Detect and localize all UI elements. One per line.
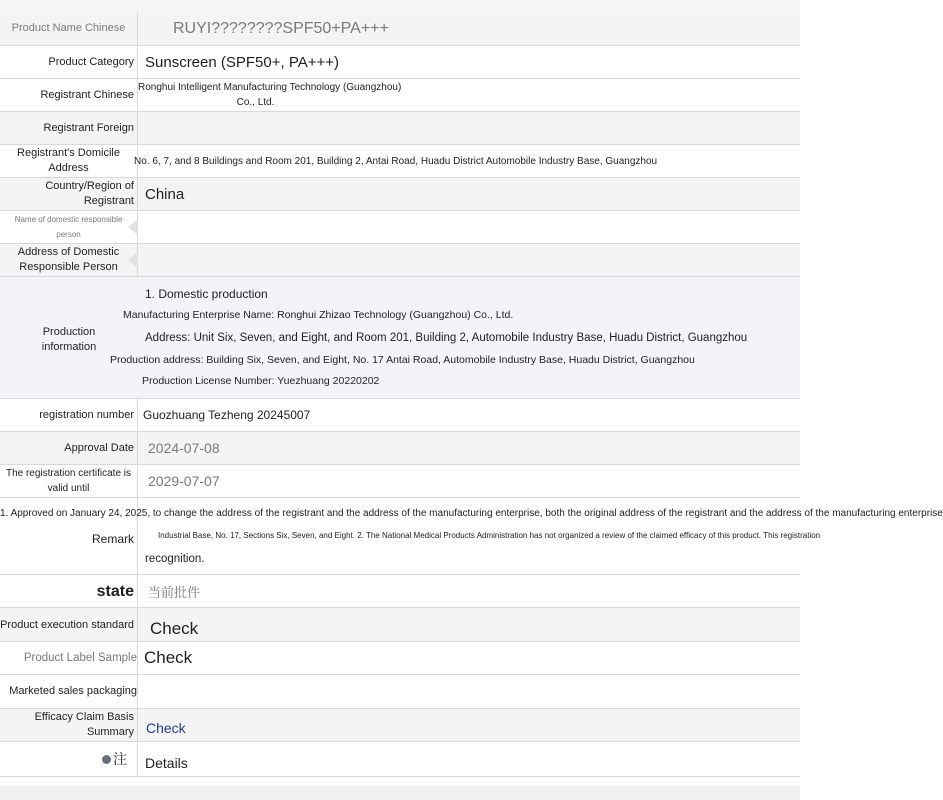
label-country: Country/Region of Registrant [0,178,138,210]
label-registration-number: registration number [0,399,138,431]
row-remark [0,498,943,575]
row-sales-packaging [0,675,800,709]
row-execution-standard [0,608,800,642]
row-valid-until [0,465,800,498]
value-execution-standard[interactable]: Check [150,619,199,638]
value-approval-date: 2024-07-08 [148,440,220,456]
row-registration-number [0,399,800,432]
row-product-name [0,12,800,46]
production-line-5: Production License Number: Yuezhuang 20220202 [142,375,380,387]
label-valid-until: The registration certificate is valid until [0,465,138,497]
row-label-sample [0,642,800,675]
row-registrant-foreign [0,112,800,145]
registrant-chinese-text [138,80,402,110]
label-registrant-chinese: Registrant Chinese [0,79,138,111]
row-domestic-responsible-name [0,211,800,244]
label-production-info: Production information [41,325,97,353]
row-registrant-chinese [0,79,800,112]
label-domestic-responsible-name: Name of domestic responsible person [0,211,138,243]
lightbulb-icon [102,755,111,764]
value-valid-until: 2029-07-07 [148,473,220,489]
value-efficacy-summary[interactable]: Check [146,720,186,736]
label-efficacy-summary: Efficacy Claim Basis Summary [0,709,138,741]
value-country: China [145,185,185,203]
label-product-category: Product Category [0,46,138,78]
remark-line-1: 1. Approved on January 24, 2025, to change the address of the registrant and the address of the manufacturing enterprise, both the original address of the registrant and the address of the manufacturing enterprise [0,508,943,519]
row-approval-date [0,432,800,465]
value-registrant-chinese [138,79,800,111]
production-line-4: Production address: Building Six, Seven, and Eight, No. 17 Antai Road, Automobile Industry Base, Huadu District, Guangzhou [110,354,695,366]
value-product-name: RUYI????????SPF50+PA+++ [173,19,389,37]
production-line-3: Address: Unit Six, Seven, and Eight, and Room 201, Building 2, Automobile Industry Base, Huadu District, Guangzhou [145,332,748,344]
row-note [0,742,800,777]
label-approval-date: Approval Date [0,432,138,464]
value-domestic-responsible-name [138,211,800,243]
label-note [0,742,138,776]
row-domicile-address [0,145,800,178]
label-state: state [0,575,138,607]
value-sales-packaging [136,675,800,708]
registrant-line-1: Ronghui Intelligent Manufacturing Technology (Guangzhou) [138,82,402,93]
label-domestic-responsible-address: Address of Domestic Responsible Person [0,244,138,276]
note-label-text: 注 [113,750,127,767]
value-label-sample[interactable]: Check [144,648,193,667]
value-state: 当前批件 [148,584,201,600]
value-domestic-responsible-address [138,244,800,276]
registrant-line-2: Co., Ltd. [236,97,275,108]
remark-line-2: Industrial Base, No. 17, Sections Six, Seven, and Eight. 2. The National Medical Products Administration has not organized a review of the claimed efficacy of this product. This registration [158,531,821,540]
value-registration-number: Guozhuang Tezheng 20245007 [143,408,311,422]
value-product-category: Sunscreen (SPF50+, PA+++) [145,53,339,71]
row-state [0,575,800,608]
value-note-details[interactable]: Details [145,755,188,771]
value-registrant-foreign [138,112,800,144]
bottom-strip [0,786,800,800]
label-registrant-foreign: Registrant Foreign [0,112,138,144]
label-remark: Remark [0,498,138,574]
label-execution-standard: Product execution standard [0,608,138,641]
label-product-name: Product Name Chinese [0,12,138,45]
row-domestic-responsible-address [0,244,800,277]
row-production-info [0,277,800,399]
remark-line-3: recognition. [145,553,205,565]
label-sales-packaging: Marketed sales packaging [0,675,138,708]
row-product-category [0,46,800,79]
row-efficacy-summary [0,709,800,742]
production-line-1: 1. Domestic production [145,287,268,301]
label-domicile-address: Registrant's Domicile Address [0,145,138,177]
production-line-2: Manufacturing Enterprise Name: Ronghui Zhizao Technology (Guangzhou) Co., Ltd. [123,309,514,321]
registration-detail-table [0,12,943,777]
value-domicile-address: No. 6, 7, and 8 Buildings and Room 201, Building 2, Antai Road, Huadu District Automobile Industry Base, Guangzhou [134,155,658,167]
label-label-sample: Product Label Sample [0,642,138,674]
row-country [0,178,800,211]
